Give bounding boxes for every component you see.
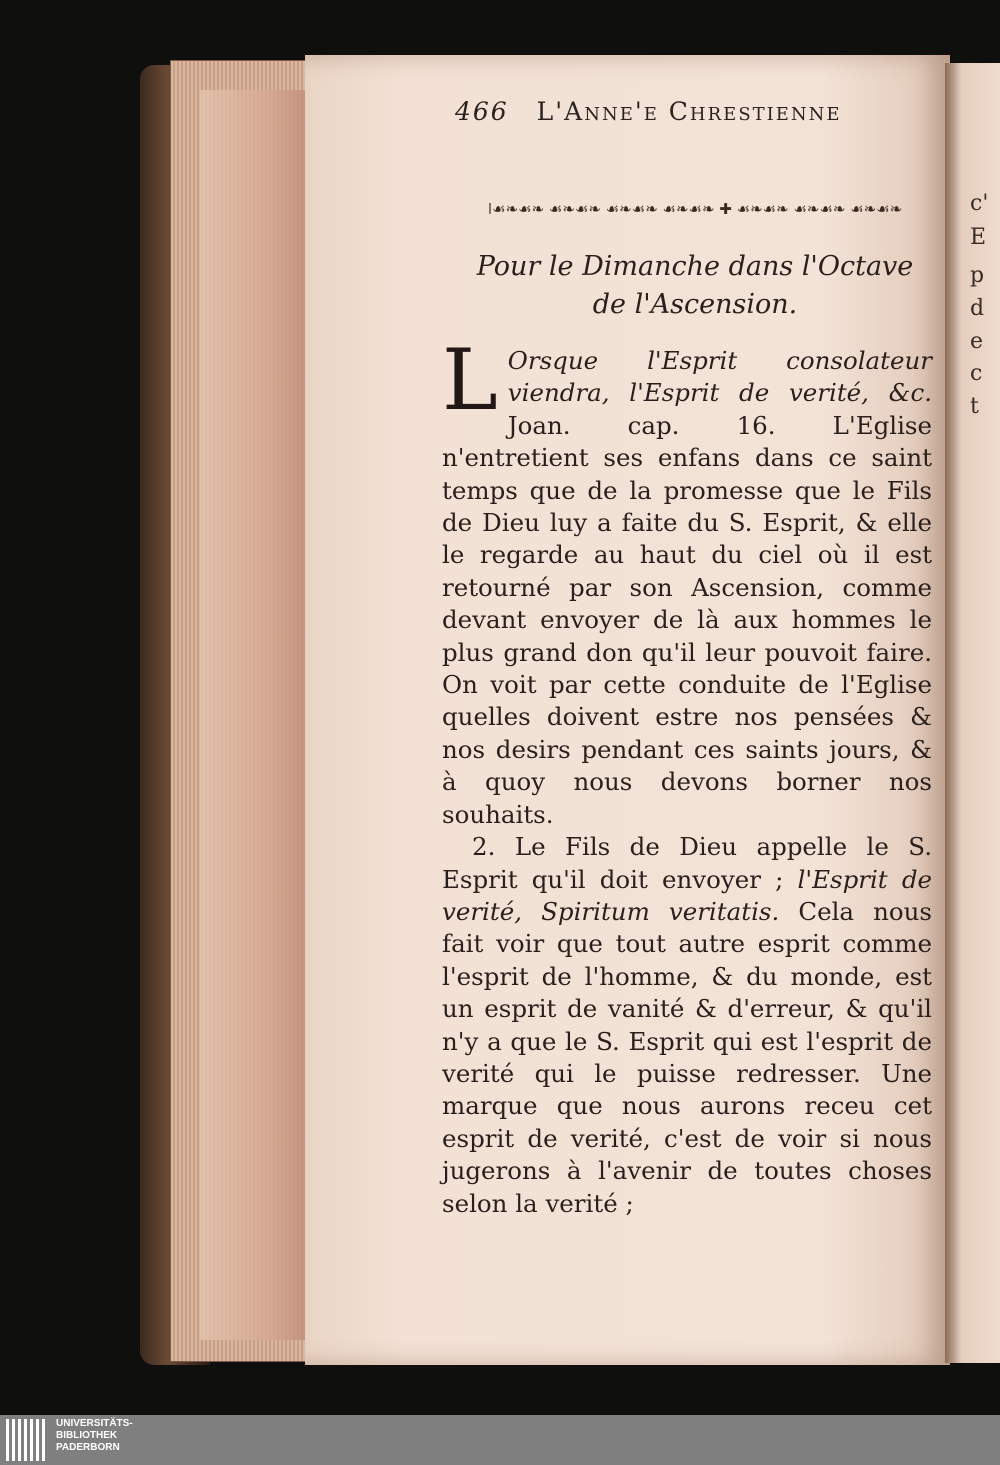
facing-page-fragment: c xyxy=(970,361,983,386)
library-name-line: PADERBORN xyxy=(56,1442,120,1453)
facing-page-fragment: c' xyxy=(970,191,989,216)
ornament-band xyxy=(460,200,930,226)
facing-page-fragment: d xyxy=(970,296,985,321)
page-edge-strip xyxy=(200,90,310,1340)
ornament-text: ǀ☙❧☙❧ ☙❧☙❧ ☙❧☙❧ ☙❧☙❧ ✚ ☙❧☙❧ ☙❧☙❧ ☙❧☙❧ xyxy=(487,200,903,218)
facing-page-fragment: e xyxy=(970,329,984,354)
running-title: L'Anne'e Chrestienne xyxy=(536,97,842,126)
body-text xyxy=(442,331,933,1220)
paragraph-number: 2. xyxy=(472,832,496,862)
facing-page-fragment: E xyxy=(970,225,987,250)
library-name-line: UNIVERSITÄTS- xyxy=(56,1418,133,1429)
paragraph-1 xyxy=(442,331,932,831)
facing-page-fragment: p xyxy=(970,263,985,288)
title-line-1: Pour le Dimanche dans l'Octave xyxy=(476,251,914,282)
paragraph-1-text: Joan. cap. 16. L'Eglise n'entretient ses enfans dans ce saint temps que de la promesse que le Fils de Dieu luy a faite du S. Esprit, & elle le regarde au haut du ciel où il est retourné par son Ascension, comme devant envoyer de là aux hommes le plus grand don qu'il leur pouvoit faire. On voit par cette conduite de l'Eglise quelles doivent estre nos pensées & nos desirs pendant ces saints jours, & à quoy nous devons borner nos souhaits. xyxy=(442,410,932,829)
facing-page-fragment: t xyxy=(970,394,979,419)
italic-opening: Orsque l'Esprit consolateur viendra, l'Esprit de verité, &c. xyxy=(507,346,932,408)
paragraph-2-text-after: Cela nous fait voir que tout autre esprit comme l'esprit de l'homme, & du monde, est un esprit de vanité & d'erreur, & qu'il n'y a que le S. Esprit qui est l'esprit de verité qui le puisse redresser. Une marque que nous aurons receu cet esprit de verité, c'est de voir si nous jugerons à l'avenir de toutes choses selon la verité ; xyxy=(442,896,932,1218)
paragraph-2 xyxy=(442,831,932,1220)
library-footer xyxy=(0,1415,1000,1465)
drop-capital: L xyxy=(442,331,498,429)
paragraph-2-text-before: Le Fils de Dieu appelle le S. Esprit qu'il doit envoyer ; xyxy=(442,832,932,894)
section-title xyxy=(450,248,940,324)
page-number: 466 xyxy=(455,97,509,126)
paragraph-2-italic: l'Esprit de verité, Spiritum veritatis. xyxy=(442,864,933,926)
running-header xyxy=(455,97,842,126)
title-line-2: de l'Ascension. xyxy=(592,289,798,320)
library-name xyxy=(56,1418,133,1454)
library-name-line: BIBLIOTHEK xyxy=(56,1430,118,1441)
facing-page-edge xyxy=(945,63,1000,1363)
